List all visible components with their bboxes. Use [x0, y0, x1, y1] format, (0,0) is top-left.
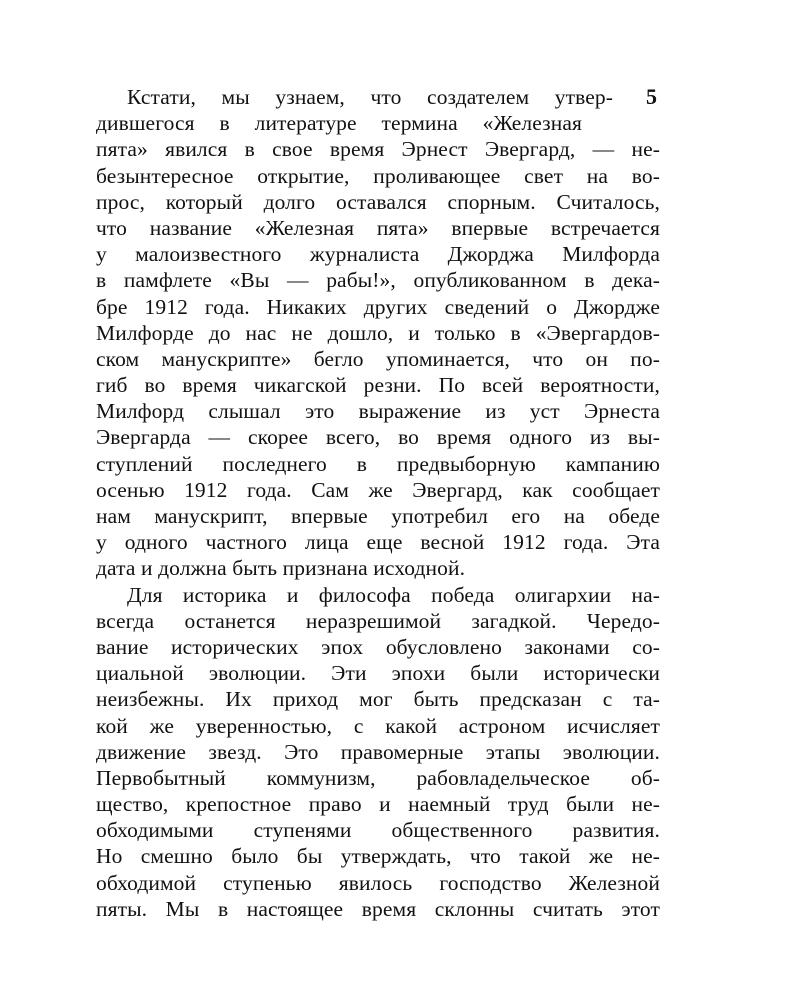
text-line: безынтересное открытие, проливающее свет на во-	[96, 163, 660, 188]
text-line: у одного частного лица еще весной 1912 года. Эта	[96, 530, 660, 555]
text-line: дата и должна быть признана исходной.	[96, 556, 466, 581]
text-line: Кстати, мы узнаем, что создателем утвер-	[127, 85, 613, 109]
text-line: ском манускрипте» бегло упоминается, что он по-	[96, 346, 660, 371]
text-line: Но смешно было бы утверждать, что такой же не-	[96, 844, 660, 869]
text-line: обходимой ступенью явилось господство Железной	[96, 870, 660, 895]
text-line: осенью 1912 года. Сам же Эвергард, как сообщает	[96, 477, 660, 502]
text-line: что название «Железная пята» впервые встречается	[96, 215, 660, 240]
body-text	[96, 84, 660, 922]
text-line: нам манускрипт, впервые употребил его на обеде	[96, 504, 660, 528]
text-line: бре 1912 года. Никаких других сведений о Джордже	[96, 294, 660, 319]
text-line: кой же уверенностью, с какой астроном исчисляет	[96, 713, 660, 738]
paragraph-1	[96, 84, 660, 582]
text-line: Милфорде до нас не дошло, и только в «Эвергардов-	[96, 320, 660, 345]
text-line: циальной эволюции. Эти эпохи были исторически	[96, 661, 660, 686]
text-line: у малоизвестного журналиста Джорджа Милфорда	[96, 242, 660, 267]
text-line: обходимыми ступенями общественного развития.	[96, 818, 660, 843]
text-line: всегда останется неразрешимой загадкой. Чередо-	[96, 608, 660, 633]
text-line: Милфорд слышал это выражение из уст Эрнеста	[96, 399, 660, 424]
text-line: гиб во время чикагской резни. По всей вероятности,	[96, 373, 660, 398]
text-line: щество, крепостное право и наемный труд были не-	[96, 792, 660, 817]
text-line: прос, который долго оставался спорным. Считалось,	[96, 189, 660, 214]
text-line: неизбежны. Их приход мог быть предсказан с та-	[96, 687, 660, 712]
text-line: движение звезд. Это правомерные этапы эволюции.	[96, 739, 660, 764]
text-line: пяты. Мы в настоящее время склонны считать этот	[96, 896, 660, 921]
text-line: ступлений последнего в предвыборную кампанию	[96, 451, 660, 476]
page-number: 5	[646, 84, 657, 109]
text-line: вание исторических эпох обусловлено законами со-	[96, 634, 660, 659]
text-line: в памфлете «Вы — рабы!», опубликованном в дека-	[96, 268, 660, 293]
text-line: Для историка и философа победа олигархии на-	[127, 582, 660, 607]
paragraph-2	[96, 582, 660, 922]
text-line: пята» явился в свое время Эрнест Эвергард, — не-	[96, 137, 660, 162]
text-line: Эвергарда — скорее всего, во время одного из вы-	[96, 425, 660, 450]
text-line: дившегося в литературе термина «Железная	[96, 111, 582, 136]
text-line: Первобытный коммунизм, рабовладельческое об-	[96, 765, 660, 790]
